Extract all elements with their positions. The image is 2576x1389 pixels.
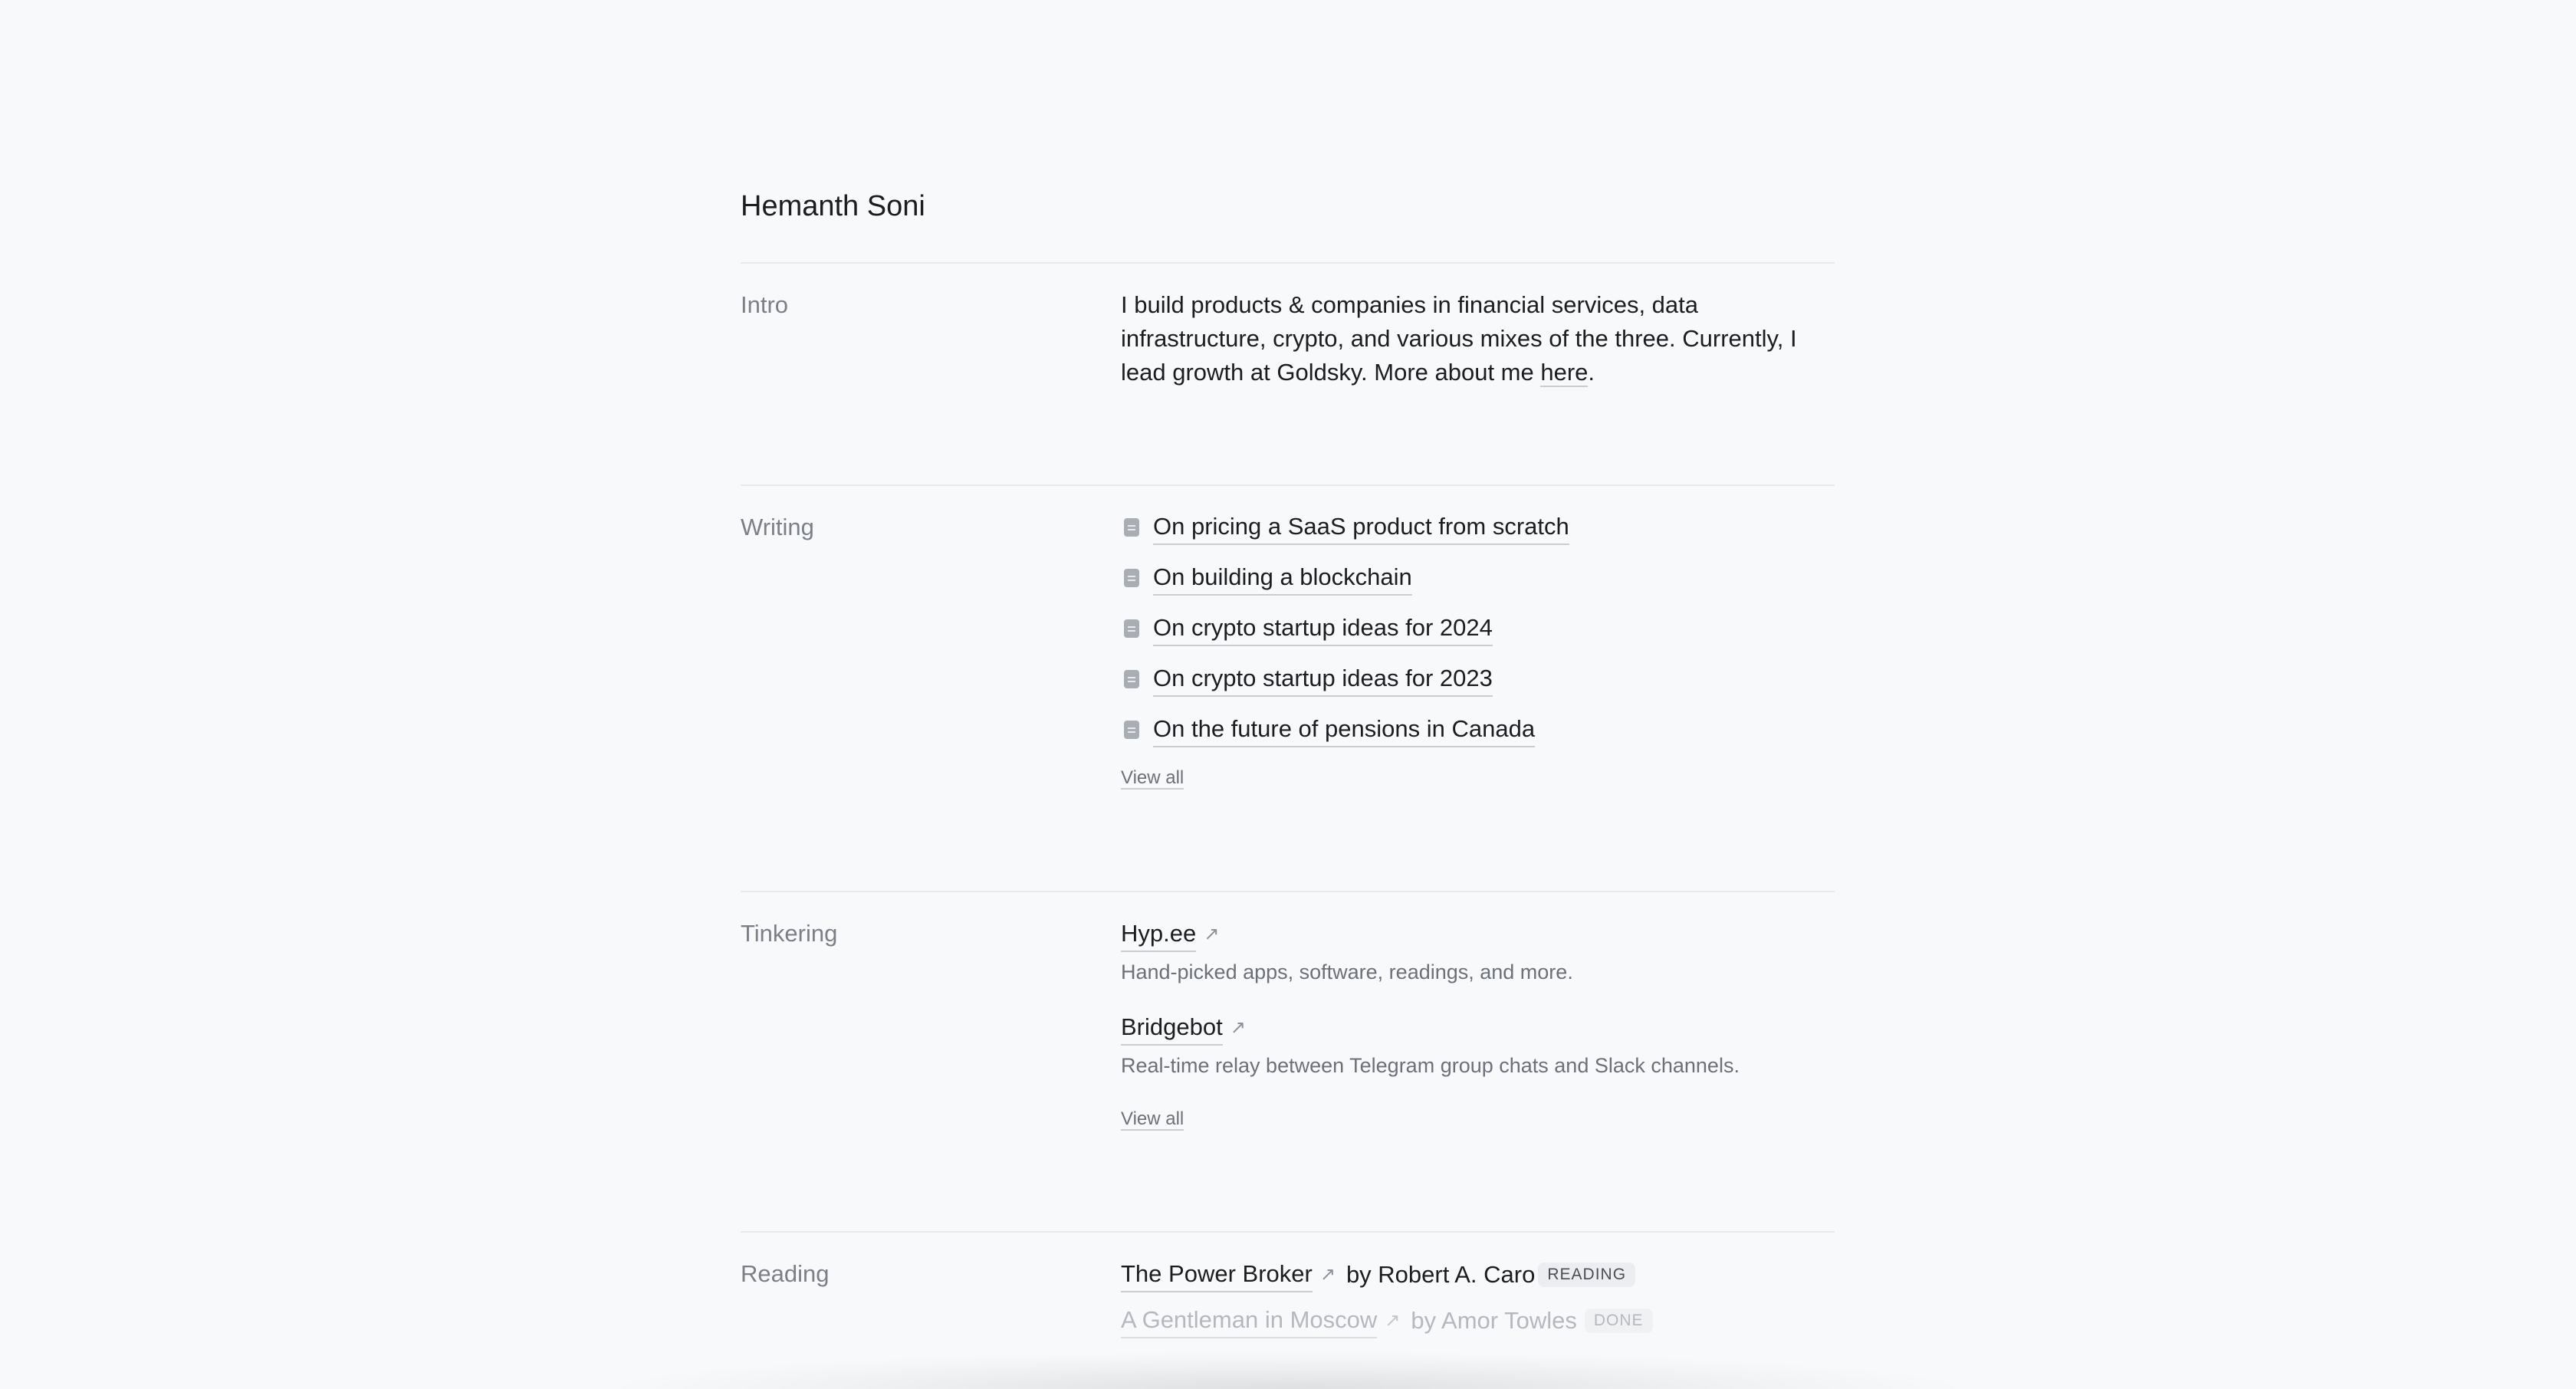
section-label-tinkering: Tinkering xyxy=(741,920,838,947)
status-badge: DONE xyxy=(1585,1309,1653,1333)
writing-view-all-link[interactable]: View all xyxy=(1121,767,1184,788)
divider xyxy=(741,484,1835,486)
writing-link[interactable]: On crypto startup ideas for 2023 xyxy=(1153,662,1493,697)
project-item xyxy=(1121,1010,1835,1081)
project-item xyxy=(1121,917,1835,987)
document-icon xyxy=(1124,619,1139,638)
divider xyxy=(741,262,1835,264)
project-link[interactable]: Bridgebot xyxy=(1121,1010,1223,1046)
writing-item[interactable] xyxy=(1121,704,1835,755)
intro-text xyxy=(1121,288,1835,389)
project-description: Hand-picked apps, software, readings, and more. xyxy=(1121,960,1573,983)
book-item xyxy=(1121,1257,1835,1292)
writing-view-all-row xyxy=(1121,767,1835,789)
writing-item[interactable] xyxy=(1121,603,1835,654)
writing-item[interactable] xyxy=(1121,502,1835,553)
book-title-link[interactable]: A Gentleman in Moscow xyxy=(1121,1303,1377,1338)
external-arrow-icon: ↗ xyxy=(1204,924,1220,944)
project-title-row[interactable] xyxy=(1121,917,1219,952)
intro-text-after: . xyxy=(1588,359,1595,386)
book-author: by Robert A. Caro xyxy=(1346,1261,1536,1288)
writing-item[interactable] xyxy=(1121,654,1835,704)
book-item xyxy=(1121,1303,1835,1338)
project-title-row[interactable] xyxy=(1121,1010,1246,1046)
intro-text-before: I build products & companies in financial services, data infrastructure, crypto, and various mixes of the three. Currently, I lead growth at Goldsky. More about me xyxy=(1121,291,1797,386)
writing-list xyxy=(1121,502,1835,755)
document-icon xyxy=(1124,518,1139,537)
tinkering-view-all-row xyxy=(1121,1108,1835,1130)
divider xyxy=(741,1231,1835,1233)
section-label-reading: Reading xyxy=(741,1260,830,1287)
document-icon xyxy=(1124,721,1139,739)
status-badge: READING xyxy=(1538,1263,1635,1287)
intro-section xyxy=(1121,288,1835,389)
bottom-shadow xyxy=(598,1351,1978,1389)
writing-item[interactable] xyxy=(1121,553,1835,603)
writing-link[interactable]: On the future of pensions in Canada xyxy=(1153,712,1535,747)
book-title-link[interactable]: The Power Broker xyxy=(1121,1257,1313,1292)
section-label-intro: Intro xyxy=(741,291,789,318)
document-icon xyxy=(1124,670,1139,688)
project-link[interactable]: Hyp.ee xyxy=(1121,917,1196,952)
external-arrow-icon: ↗ xyxy=(1230,1017,1246,1038)
section-label-writing: Writing xyxy=(741,514,814,540)
tinkering-section xyxy=(1121,917,1835,1130)
about-me-link[interactable]: here xyxy=(1540,359,1589,386)
site-name[interactable]: Hemanth Soni xyxy=(741,190,925,222)
divider xyxy=(741,891,1835,892)
writing-link[interactable]: On building a blockchain xyxy=(1153,560,1412,596)
reading-section xyxy=(1121,1257,1835,1338)
writing-section xyxy=(1121,502,1835,789)
tinkering-view-all-link[interactable]: View all xyxy=(1121,1108,1184,1129)
external-arrow-icon: ↗ xyxy=(1385,1310,1401,1331)
book-author: by Amor Towles xyxy=(1411,1307,1577,1334)
external-arrow-icon: ↗ xyxy=(1319,1264,1336,1285)
writing-link[interactable]: On pricing a SaaS product from scratch xyxy=(1153,510,1569,545)
project-description: Real-time relay between Telegram group chats and Slack channels. xyxy=(1121,1054,1740,1077)
document-icon xyxy=(1124,569,1139,587)
writing-link[interactable]: On crypto startup ideas for 2024 xyxy=(1153,611,1493,646)
